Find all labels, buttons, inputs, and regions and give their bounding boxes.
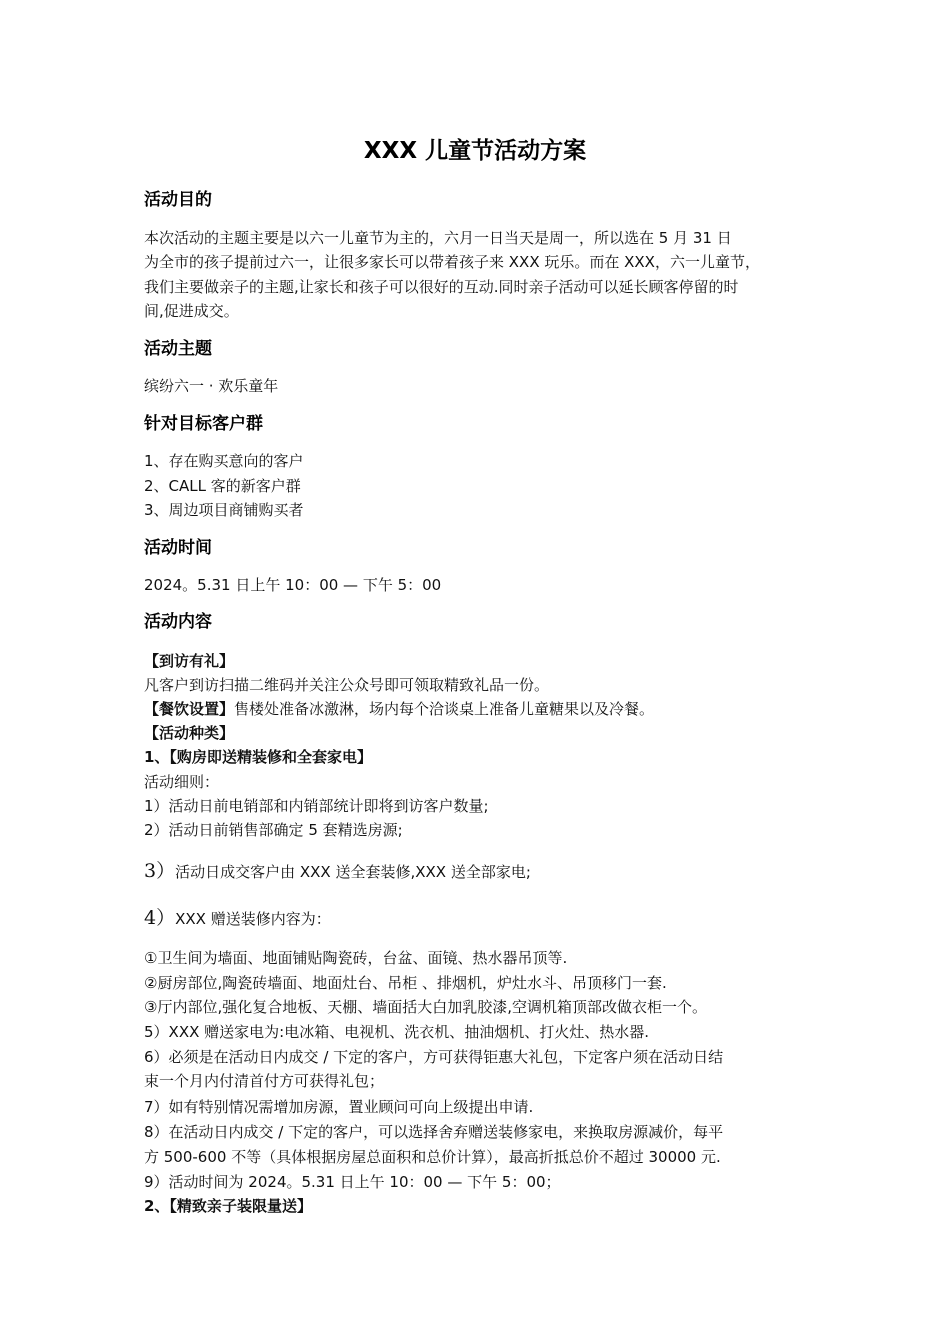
decoration-item-2: ②厨房部位,陶瓷砖墙面、地面灶台、吊柜 、排烟机，炉灶水斗、吊顶移门一套. <box>144 974 667 992</box>
detail-4-text: XXX 赠送装修内容为： <box>175 910 331 928</box>
target-item-3: 3、周边项目商铺购买者 <box>144 501 304 519</box>
catering-text: 售楼处准备冰激淋，场内每个洽谈桌上准备儿童糖果以及冷餐。 <box>234 700 655 718</box>
types-title: 【活动种类】 <box>144 724 235 742</box>
purpose-line-2: 为全市的孩子提前过六一，让很多家长可以带着孩子来 XXX 玩乐。而在 XXX，六一儿童节， <box>144 253 760 271</box>
heading-time: 活动时间 <box>144 538 212 558</box>
visit-gift-title: 【到访有礼】 <box>144 652 235 670</box>
detail-2: 2）活动日前销售部确定 5 套精选房源; <box>144 821 403 839</box>
time-text: 2024。5.31 日上午 10：00 — 下午 5：00 <box>144 576 442 594</box>
detail-4-number: 4） <box>144 907 176 929</box>
catering-title: 【餐饮设置】 <box>144 700 235 718</box>
heading-purpose: 活动目的 <box>144 190 212 210</box>
decoration-item-1: ①卫生间为墙面、地面铺贴陶瓷砖，台盆、面镜、热水器吊顶等. <box>144 949 568 967</box>
purpose-line-4: 间,促进成交。 <box>144 302 239 320</box>
target-item-2: 2、CALL 客的新客户群 <box>144 477 301 495</box>
purpose-line-3: 我们主要做亲子的主题,让家长和孩子可以很好的互动.同时亲子活动可以延长顾客停留的时 <box>144 278 739 296</box>
theme-text: 缤纷六一 · 欢乐童年 <box>144 377 279 395</box>
detail-1: 1）活动日前电销部和内销部统计即将到访客户数量; <box>144 797 489 815</box>
detail-5: 5）XXX 赠送家电为:电冰箱、电视机、洗衣机、抽油烟机、打火灶、热水器. <box>144 1023 649 1041</box>
detail-8-line-1: 8）在活动日内成交 / 下定的客户，可以选择舍弃赠送装修家电，来换取房源减价，每平 <box>144 1123 724 1141</box>
heading-theme: 活动主题 <box>144 339 212 359</box>
catering-line <box>144 697 812 721</box>
detail-3-text: 活动日成交客户由 XXX 送全套装修,XXX 送全部家电; <box>175 863 531 881</box>
target-item-1: 1、存在购买意向的客户 <box>144 452 304 470</box>
heading-target: 针对目标客户群 <box>144 414 263 434</box>
detail-3-number: 3） <box>144 860 176 882</box>
detail-8-line-2: 方 500-600 不等（具体根据房屋总面积和总价计算），最高折抵总价不超过 30000 元. <box>144 1148 721 1166</box>
detail-7: 7）如有特别情况需增加房源，置业顾问可向上级提出申请. <box>144 1098 534 1116</box>
heading-content: 活动内容 <box>144 612 212 632</box>
decoration-item-3: ③厅内部位,强化复合地板、天棚、墙面括大白加乳胶漆,空调机箱顶部改做衣柜一个。 <box>144 998 707 1016</box>
item1-title: 1、【购房即送精装修和全套家电】 <box>144 748 372 766</box>
detail-6-line-2: 束一个月内付清首付方可获得礼包； <box>144 1072 385 1090</box>
detail-6-line-1: 6）必须是在活动日内成交 / 下定的客户，方可获得钜惠大礼包，下定客户须在活动日结 <box>144 1048 724 1066</box>
visit-gift-text: 凡客户到访扫描二维码并关注公众号即可领取精致礼品一份。 <box>144 676 550 694</box>
detail-4 <box>144 906 812 931</box>
purpose-line-1: 本次活动的主题主要是以六一儿童节为主的，六月一日当天是周一，所以选在 5 月 31 日 <box>144 229 732 247</box>
detail-9: 9）活动时间为 2024。5.31 日上午 10：00 — 下午 5：00； <box>144 1173 561 1191</box>
detail-3 <box>144 859 812 884</box>
document-title: XXX 儿童节活动方案 <box>363 138 587 164</box>
item2-title: 2、【精致亲子装限量送】 <box>144 1197 312 1215</box>
details-label: 活动细则： <box>144 773 220 791</box>
